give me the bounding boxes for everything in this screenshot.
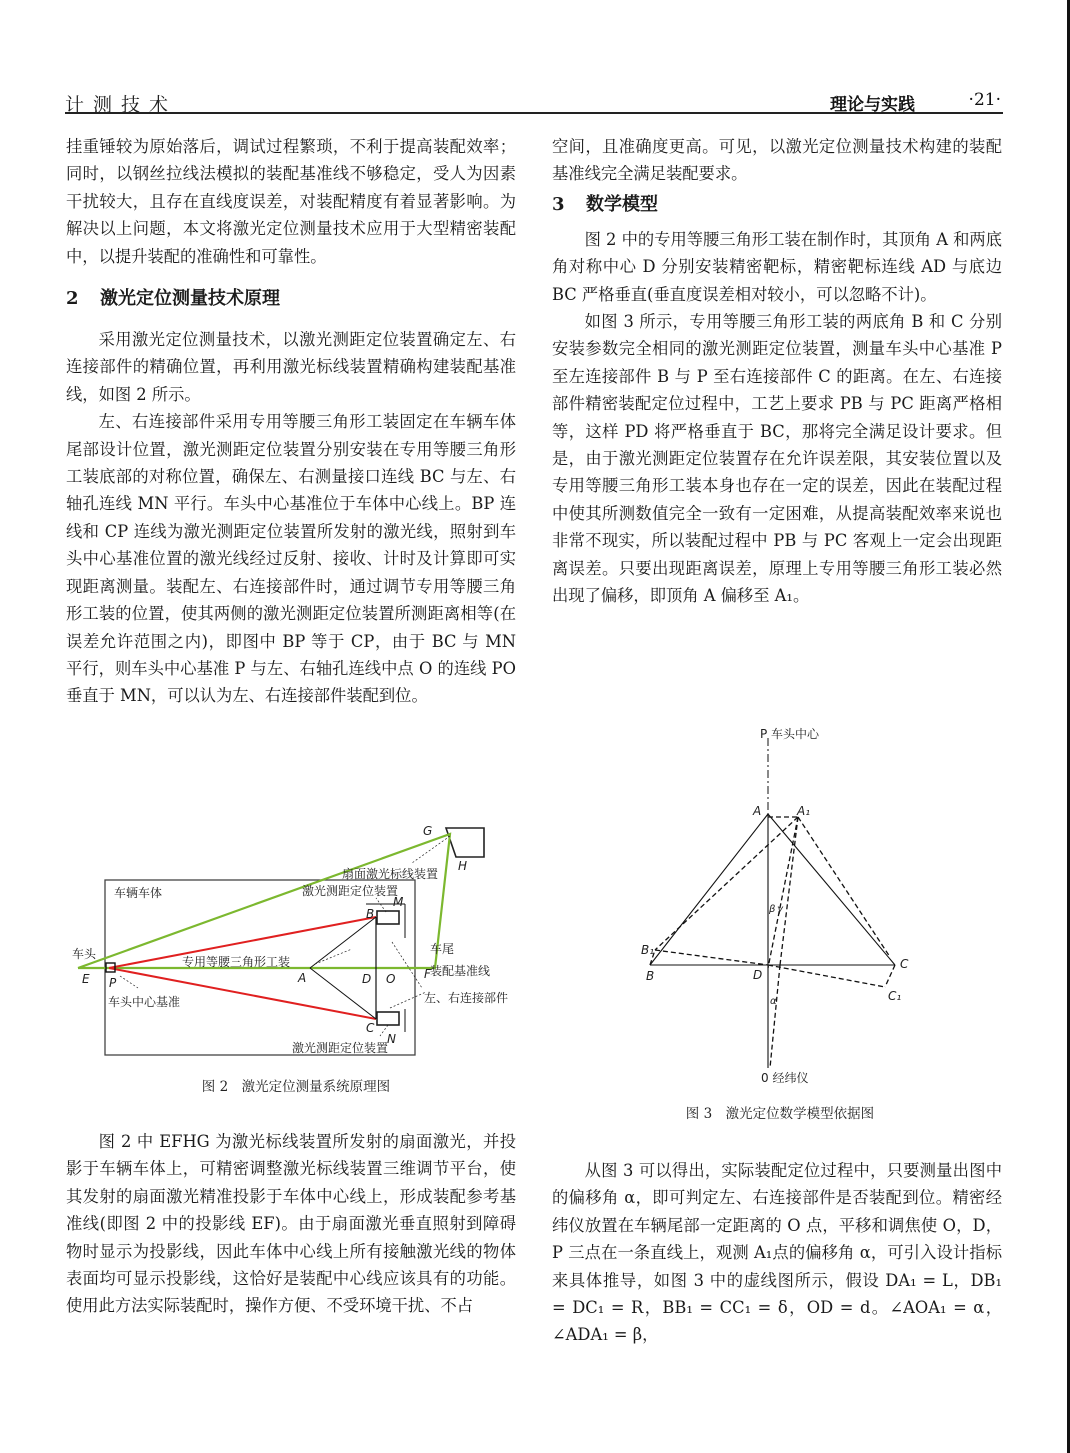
figure-2-caption: 图 2 激光定位测量系统原理图 [201,1079,391,1095]
paragraph-intro: 挂重锤较为原始落后，调试过程繁琐，不利于提高装配效率；同时，以钢丝拉线法模拟的装配基准线不够稳定，受人为因素干扰较大，且存在直线度误差，对装配精度有着显著影响。为解决以上问题，本文将激光定位测量技术应用于大型精密装配中，以提升装配的准确性和可靠性。 [66,137,516,266]
section-number: 2 [66,288,79,310]
angle-alpha: α [770,996,777,1007]
point-O: O [386,972,396,986]
figure-2 [66,820,526,1100]
point-C1: C₁ [888,989,902,1003]
label-head-center: 车头中心基准 [108,995,181,1009]
angle-beta: β [769,904,776,915]
label-connectors: 左、右连接部件 [424,991,509,1005]
label-rangefinder-bottom: 激光测距定位装置 [292,1041,389,1055]
figure-2-diagram [66,820,526,1070]
label-baseline: 装配基准线 [430,964,491,978]
point-H: H [458,859,468,873]
section-title: 数学模型 [586,193,658,215]
paragraph: 左、右连接部件采用专用等腰三角形工装固定在车辆车体尾部设计位置，激光测距定位装置分别安装在专用等腰三角形工装底部的对称位置，确保左、右测量接口连线 BC 与左、右轴孔连线 MN 平行。车头中心基准位于车体中心线上。BP 连线和 CP 连线为激光测距定位装置所发射的激光线，照射到车头中心基准位置的激光线经过反射、接收、计时及计算即可实现距离测量。装配左、右连接部件时，通过调节专用等腰三角形工装的位置，使其两侧的激光测距定位装置所测距离相等(在误差允许范围之内)，即图中 BP 等于 CP，由于 BC 与 MN 平行，则车头中心基准 P 与左、右轴孔连线中点 O 的连线 PO 垂直于 MN，可以认为左、右连接部件装配到位。 [66,412,516,706]
paragraph: 如图 3 所示，专用等腰三角形工装的两底角 B 和 C 分别安装参数完全相同的激光测距定位装置，测量车头中心基准 P 至左连接部件 B 与 P 至右连接部件 C 的距离。在左、右连接部件精密装配定位过程中，工艺上要求 PB 与 PC 距离严格相等，这样 PD 将严格垂直于 BC，那将完全满足设计要求。但是，由于激光测距定位装置存在允许误差限，其安装位置以及专用等腰三角形工装本身也存在一定的误差，因此在装配过程中使其所测数值完全一致有一定困难，从提高装配效率来说也非常不现实，所以装配过程中 PB 与 PC 客观上一定会出现距离误差。只要出现距离误差，原理上专用等腰三角形工装必然出现了偏移，即顶角 A 偏移至 A₁。 [552,312,1002,606]
section-3-heading [552,192,1002,218]
paragraph: 图 2 中的专用等腰三角形工装在制作时，其顶角 A 和两底角对称中心 D 分别安装精密靶标，精密靶标连线 AD 与底边 BC 严格垂直(垂直度误差相对较小，可以忽略不计)。 [552,229,1002,304]
paragraph: 从图 3 可以得出，实际装配定位过程中，只要测量出图中的偏移角 α，即可判定左、右连接部件是否装配到位。精密经纬仪放置在车辆尾部一定距离的 O 点，平移和调焦使 O，D，P 三点在一条直线上，观测 A₁点的偏移角 α，可引入设计指标来具体推导，如图 3 中的虚线图所示，假设 DA₁ = L，DB₁ = DC₁ = R，BB₁ = CC₁ = δ，OD = d。∠AOA₁ = α，∠ADA₁ = β， [552,1161,1002,1345]
point-F: F [424,967,431,981]
point-C: C [366,1021,375,1035]
point-A1: A₁ [797,804,811,818]
point-D: D [753,968,763,982]
label-fixture: 专用等腰三角形工装 [182,955,291,969]
point-D: D [362,972,372,986]
point-N: N [387,1032,396,1046]
running-header [65,84,1003,114]
figure-3-caption: 图 3 激光定位数学模型依据图 [685,1106,875,1122]
label-tail: 车尾 [430,942,455,956]
figure-3 [620,722,940,1127]
point-E: E [82,972,90,986]
section-2-heading [66,286,516,312]
label-head: 车头 [72,947,97,961]
point-B: B [646,969,655,983]
point-A: A [753,804,762,818]
point-C: C [900,957,909,971]
angle-gamma: γ [777,904,783,915]
point-P: P [109,976,117,990]
point-A: A [298,971,307,985]
label-vehicle-body: 车辆车体 [114,886,163,900]
left-column [66,133,516,710]
point-G: G [423,824,433,838]
point-M: M [393,895,404,909]
paragraph: 空间，且准确度更高。可见，以激光定位测量技术构建的装配基准线完全满足装配要求。 [552,137,1002,184]
paragraph: 采用激光定位测量技术，以激光测距定位装置确定左、右连接部件的精确位置，再利用激光标线装置精确构建装配基准线，如图 2 所示。 [66,330,516,404]
section-title: 激光定位测量技术原理 [100,288,280,310]
page-number: ·21· [968,90,1001,110]
journal-name: 计测技术 [65,94,178,116]
left-column-bottom [66,1128,516,1320]
label-line-marker: 扇面激光标线装置 [342,867,439,881]
label-theodolite: 0 经纬仪 [761,1071,809,1085]
label-rangefinder-top: 激光测距定位装置 [302,884,399,898]
section-name: 理论与实践 [830,95,915,115]
point-B: B [366,907,375,921]
paragraph: 图 2 中 EFHG 为激光标线装置所发射的扇面激光，并投影于车辆车体上，可精密调整激光标线装置三维调节平台，使其发射的扇面激光精准投影于车体中心线上，形成装配参考基准线(即图 2 中的投影线 EF)。由于扇面激光垂直照射到障碍物时显示为投影线，因此车体中心线上所有接触激光线的物体表面均可显示投影线，这恰好是装配中心线应该具有的功能。使用此方法实际装配时，操作方便、不受环境干扰、不占 [66,1132,516,1316]
right-column [552,133,1002,610]
label-top: P 车头中心 [760,727,820,741]
point-B1: B₁ [641,943,655,957]
right-column-bottom [552,1157,1002,1349]
section-number: 3 [552,193,565,215]
figure-3-diagram [620,722,940,1092]
